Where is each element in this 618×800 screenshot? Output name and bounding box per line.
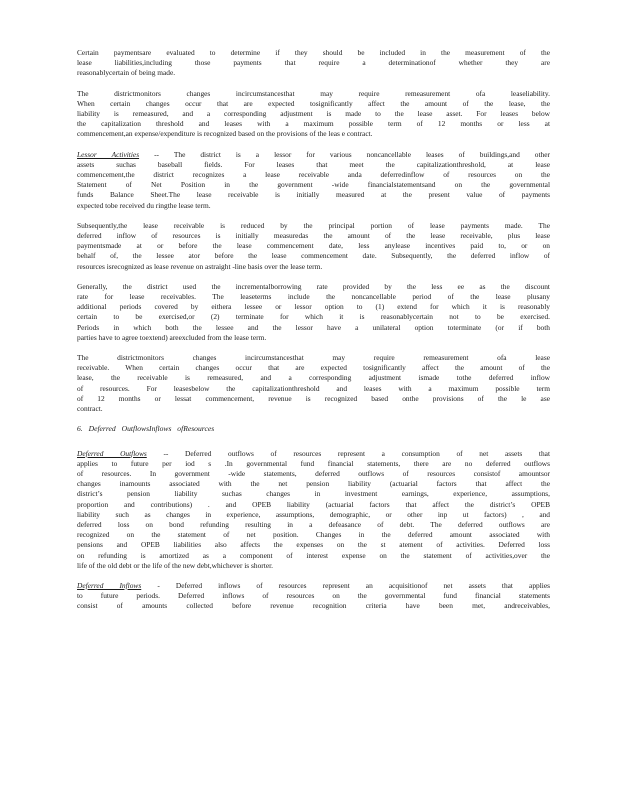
text-line: Certain paymentsare evaluated to determine if they should be included in the measurement of the bbox=[77, 48, 550, 57]
lessor-activities-lead: Lessor Activities bbox=[77, 149, 140, 159]
text-line: liability is remeasured, and a corresponding adjustment is made to the lease asset. For leases below bbox=[77, 109, 550, 119]
text-line: liability such as changes in experience, assumptions, demographic, or other inp ut factors) , and bbox=[77, 509, 550, 519]
text-line bbox=[77, 581, 550, 591]
text-line: the capitalization threshold and leases with a maximum possible term of 12 months or less at bbox=[77, 119, 550, 129]
text-line: parties have to agree toextend) areexcluded from the lease term. bbox=[77, 332, 267, 342]
text-line: expected tobe received du ringthe lease term. bbox=[77, 200, 211, 210]
paragraph-lease-payments bbox=[77, 48, 550, 79]
text-line: deferred inflow of resources is initially measuredas the amount of the lease receivable, plus lease bbox=[77, 231, 550, 241]
text-line: certain to be exercised,or (2) terminate for which it is reasonablycertain not to be exercised. bbox=[77, 312, 550, 322]
text-line: of resources. In government -wide statements, deferred outflows of resources consistof amountsor bbox=[77, 468, 550, 478]
text-line: of 12 months or lessat commencement, revenue is recognized based onthe provisions of the le ase bbox=[77, 393, 550, 403]
text-line: commencement,an expense/expenditure is recognized based on the provisions of the leas e contract. bbox=[77, 129, 373, 139]
text-line: The districtmonitors changes incircumstancesthat may require remeasurement ofa lease bbox=[77, 353, 550, 363]
paragraph-lease-receivable-remeasurement bbox=[77, 353, 550, 414]
text-line: commencement,the district recognizes a lease receivable anda deferredinflow of resources on the bbox=[77, 170, 550, 180]
text-line-rest: -- The district is a lessor for various noncancellable leases of buildings,and other bbox=[139, 149, 550, 159]
paragraph-deferred-inflows bbox=[77, 581, 550, 612]
deferred-outflows-lead: Deferred Outflows bbox=[77, 448, 147, 458]
text-line: additional periods covered by eithera lessee or lessor option to (1) extend for which it is reasonably bbox=[77, 302, 550, 312]
text-line: life of the old debt or the life of the new debt,whichever is shorter. bbox=[77, 560, 273, 570]
text-line: recognized on the statement of net position. Changes in the deferred amount associated with bbox=[77, 530, 550, 540]
text-line bbox=[77, 449, 550, 459]
text-line bbox=[77, 150, 550, 160]
text-line-rest: -- Deferred outflows of resources represent a consumption of net assets that bbox=[146, 448, 550, 458]
deferred-inflows-lead: Deferred Inflows bbox=[77, 580, 142, 590]
text-line: changes inamounts associated with the net pension liability (actuarial factors that affect the bbox=[77, 479, 550, 489]
text-line: When certain changes occur that are expected tosignificantly affect the amount of the lease, the bbox=[77, 98, 550, 108]
paragraph-deferred-outflows bbox=[77, 449, 550, 571]
paragraph-lease-liability-remeasurement bbox=[77, 89, 550, 140]
text-line: reasonablycertain of being made. bbox=[77, 68, 176, 78]
text-line: rate for lease receivables. The leaseterms include the noncancellable period of the lease plusany bbox=[77, 292, 550, 302]
text-line: receivable. When certain changes occur that are expected tosignificantly affect the amount of the bbox=[77, 363, 550, 373]
text-line: lease liabilities,including those payments that require a determinationof whether they are bbox=[77, 58, 550, 68]
text-line: district’s pension liability suchas changes in investment earnings, experience, assumptions, bbox=[77, 489, 550, 499]
text-line: The districtmonitors changes incircumstancesthat may require remeasurement ofa leaseliability. bbox=[77, 88, 550, 98]
text-line: lease, the receivable is remeasured, and a corresponding adjustment ismade tothe deferred inflow bbox=[77, 373, 550, 383]
text-line: of resources. For leasesbelow the capitalizationthreshold and leases with a maximum possible term bbox=[77, 383, 550, 393]
text-line: consist of amounts collected before revenue recognition criteria have been met, andreceivables, bbox=[77, 601, 550, 611]
text-line: to future periods. Deferred inflows of resources on the governmental fund financial statements bbox=[77, 591, 550, 601]
text-line: on refunding is amortized as a component of interest expense on the statement of activities,over the bbox=[77, 550, 550, 560]
paragraph-lessor-activities bbox=[77, 150, 550, 211]
text-line: assets suchas baseball fields. For leases that meet the capitalizationthreshold, at lease bbox=[77, 159, 550, 169]
text-line: Statement of Net Position in the government -wide financialstatementsand on the governmental bbox=[77, 180, 550, 190]
section-heading: 6. Deferred OutflowsInflows ofResources bbox=[77, 424, 215, 434]
text-line: paymentsmade at or before the lease commencement date, less anylease incentives paid to, or on bbox=[77, 241, 550, 251]
text-line: Generally, the district used the incrementalborrowing rate provided by the less ee as the discount bbox=[77, 281, 550, 291]
text-line-rest: - Deferred inflows of resources represent an acquisitionof net assets that applies bbox=[141, 580, 550, 590]
text-line: funds Balance Sheet.The lease receivable is initially measured at the present value of payments bbox=[77, 190, 550, 200]
text-line: contract. bbox=[77, 404, 103, 414]
text-line: Periods in which both the lessee and the lessor have a unilateral option toterminate (or if both bbox=[77, 322, 550, 332]
text-line: resources isrecognized as lease revenue on astraight -line basis over the lease term. bbox=[77, 261, 323, 271]
document-body bbox=[77, 48, 550, 622]
text-line: behalf of, the lessee ator before the lease commencement date. Subsequently, the deferred inflow of bbox=[77, 251, 550, 261]
text-line: deferred loss on bond refunding resulting in a defeasance of debt. The deferred outflows are bbox=[77, 519, 550, 529]
text-line: applies to future per iod s .In governmental fund financial statements, there are no deferred outflows bbox=[77, 458, 550, 468]
text-line: pensions and OPEB liabilities also affects the expenses on the st atement of activities. Deferred loss bbox=[77, 540, 550, 550]
paragraph-lease-receivable-reduction bbox=[77, 221, 550, 272]
paragraph-discount-rate bbox=[77, 282, 550, 343]
text-line: proportion and contributions) . and OPEB liability (actuarial factors that affect the district’s OPEB bbox=[77, 499, 550, 509]
text-line: Subsequently,the lease receivable is reduced by the principal portion of lease payments made. The bbox=[77, 220, 550, 230]
